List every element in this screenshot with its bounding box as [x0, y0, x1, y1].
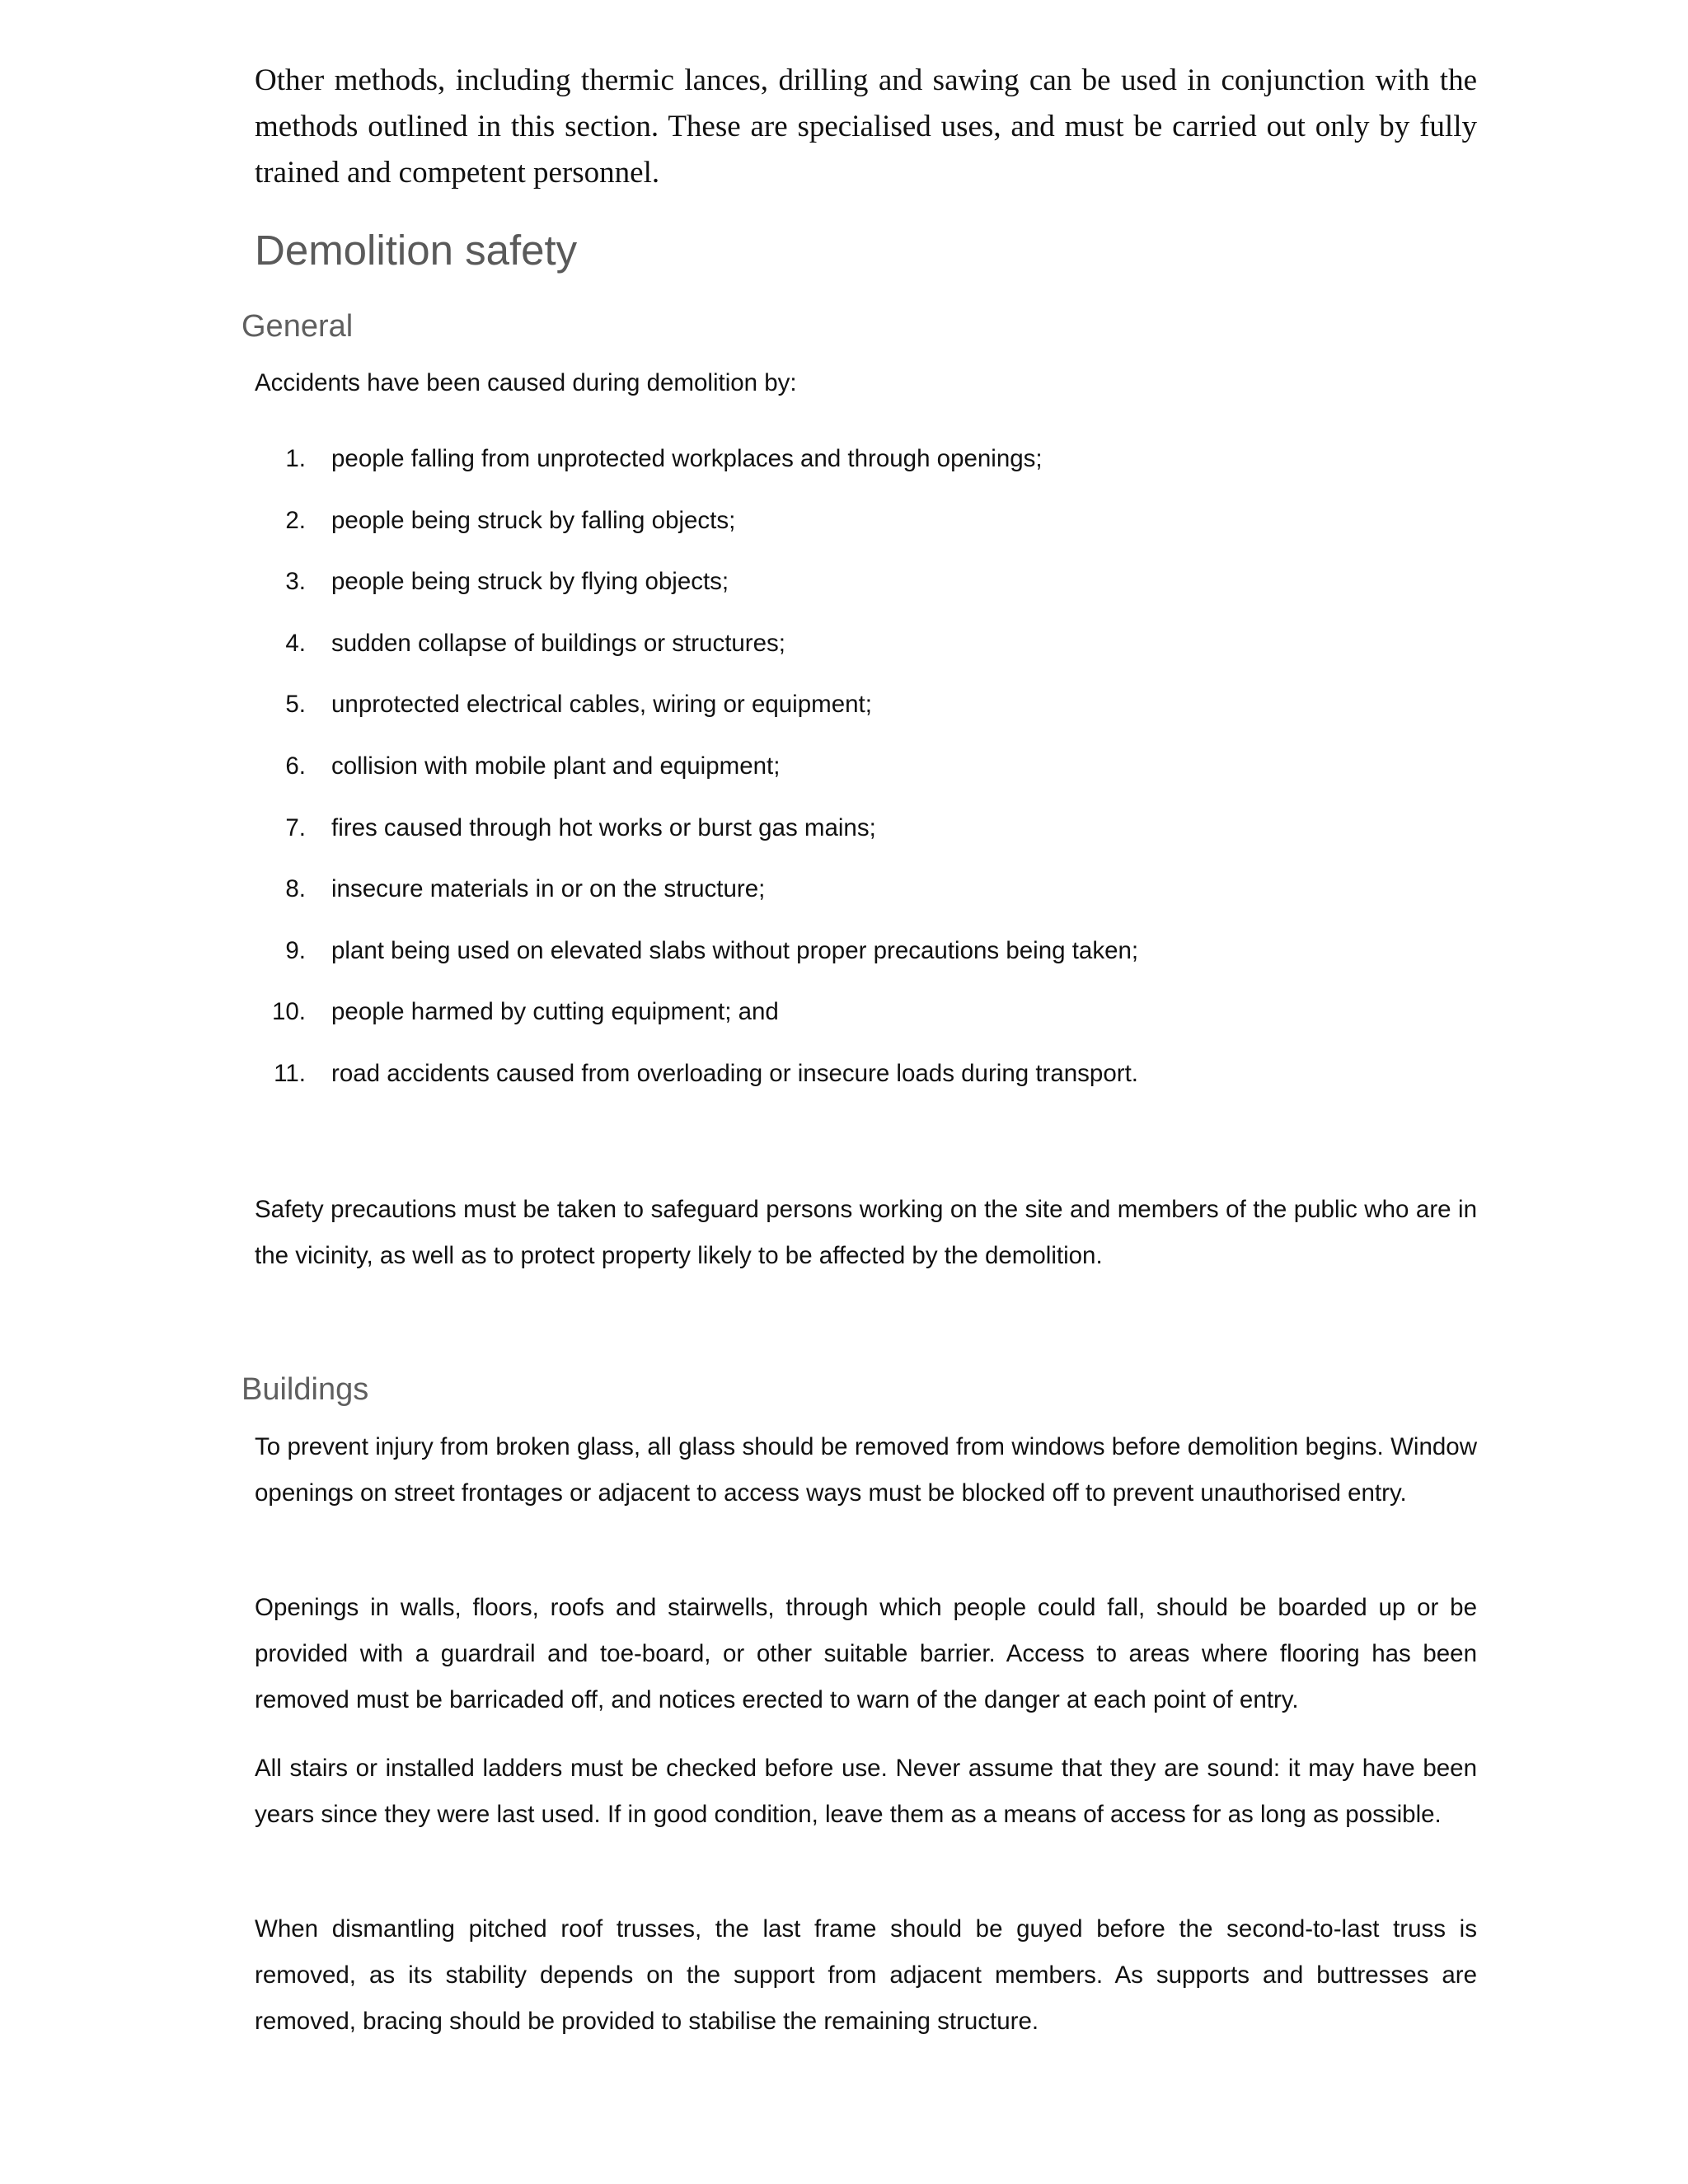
list-item: [255, 752, 1477, 813]
list-item-text: people falling from unprotected workplaces and through openings;: [331, 445, 1043, 472]
buildings-heading: Buildings: [241, 1372, 369, 1407]
list-item-text: collision with mobile plant and equipment;: [331, 752, 781, 780]
intro-paragraph: Other methods, including thermic lances, drilling and sawing can be used in conjunction with the methods outlined in this section. These are specialised uses, and must be carried out only by fully trained and competent personnel.: [255, 63, 1477, 190]
list-item: [255, 506, 1477, 568]
list-item-number: 3.: [285, 568, 306, 596]
list-item-text: road accidents caused from overloading or insecure loads during transport.: [331, 1059, 1138, 1087]
list-item: [255, 874, 1477, 936]
buildings-paragraph-stairs: All stairs or installed ladders must be checked before use. Never assume that they are sound: it may have been years since they were last used. If in good condition, leave them as a means of access for as long as possible.: [255, 1755, 1477, 1828]
buildings-paragraph-roof-trusses: When dismantling pitched roof trusses, the last frame should be guyed before the second-to-last truss is removed, as its stability depends on the support from adjacent members. As supports and buttresses are removed, bracing should be provided to stabilise the remaining structure.: [255, 1915, 1477, 2035]
section-title: Demolition safety: [255, 227, 578, 274]
buildings-paragraph-openings: Openings in walls, floors, roofs and stairwells, through which people could fall, should be boarded up or be provided with a guardrail and toe-board, or other suitable barrier. Access to areas where flooring has been removed must be barricaded off, and notices erected to warn of the danger at each point of entry.: [255, 1594, 1477, 1713]
list-item-number: 2.: [285, 506, 306, 534]
list-item: [255, 629, 1477, 691]
list-item: [255, 690, 1477, 752]
accident-causes-list: [255, 444, 1477, 1121]
list-item-number: 4.: [285, 629, 306, 657]
list-item: [255, 567, 1477, 629]
list-item: [255, 813, 1477, 875]
general-lead-text: Accidents have been caused during demolition by:: [255, 369, 797, 396]
list-item-number: 7.: [285, 813, 306, 841]
list-item-number: 5.: [285, 691, 306, 719]
list-item-number: 1.: [285, 445, 306, 472]
list-item-text: sudden collapse of buildings or structures;: [331, 629, 785, 657]
buildings-paragraph-glass: To prevent injury from broken glass, all glass should be removed from windows before demolition begins. Window openings on street frontages or adjacent to access ways must be blocked off to prevent unauthorised entry.: [255, 1433, 1477, 1507]
list-item: [255, 444, 1477, 506]
list-item-number: 10.: [271, 998, 306, 1026]
list-item-text: people harmed by cutting equipment; and: [331, 998, 779, 1026]
general-heading: General: [241, 309, 354, 344]
list-item-number: 11.: [274, 1059, 306, 1087]
safety-precautions-paragraph: Safety precautions must be taken to safeguard persons working on the site and members of the public who are in the vicinity, as well as to protect property likely to be affected by the demolition.: [255, 1196, 1477, 1269]
list-item-number: 8.: [285, 875, 306, 903]
list-item-number: 9.: [285, 936, 306, 964]
list-item-text: plant being used on elevated slabs without proper precautions being taken;: [331, 936, 1139, 964]
list-item-text: fires caused through hot works or burst gas mains;: [331, 813, 876, 841]
list-item-text: people being struck by falling objects;: [331, 506, 736, 534]
list-item: [255, 997, 1477, 1059]
list-item-number: 6.: [285, 752, 306, 780]
list-item-text: unprotected electrical cables, wiring or equipment;: [331, 691, 872, 719]
list-item: [255, 936, 1477, 998]
list-item-text: insecure materials in or on the structure;: [331, 875, 766, 903]
list-item-text: people being struck by flying objects;: [331, 568, 729, 596]
list-item: [255, 1059, 1477, 1121]
